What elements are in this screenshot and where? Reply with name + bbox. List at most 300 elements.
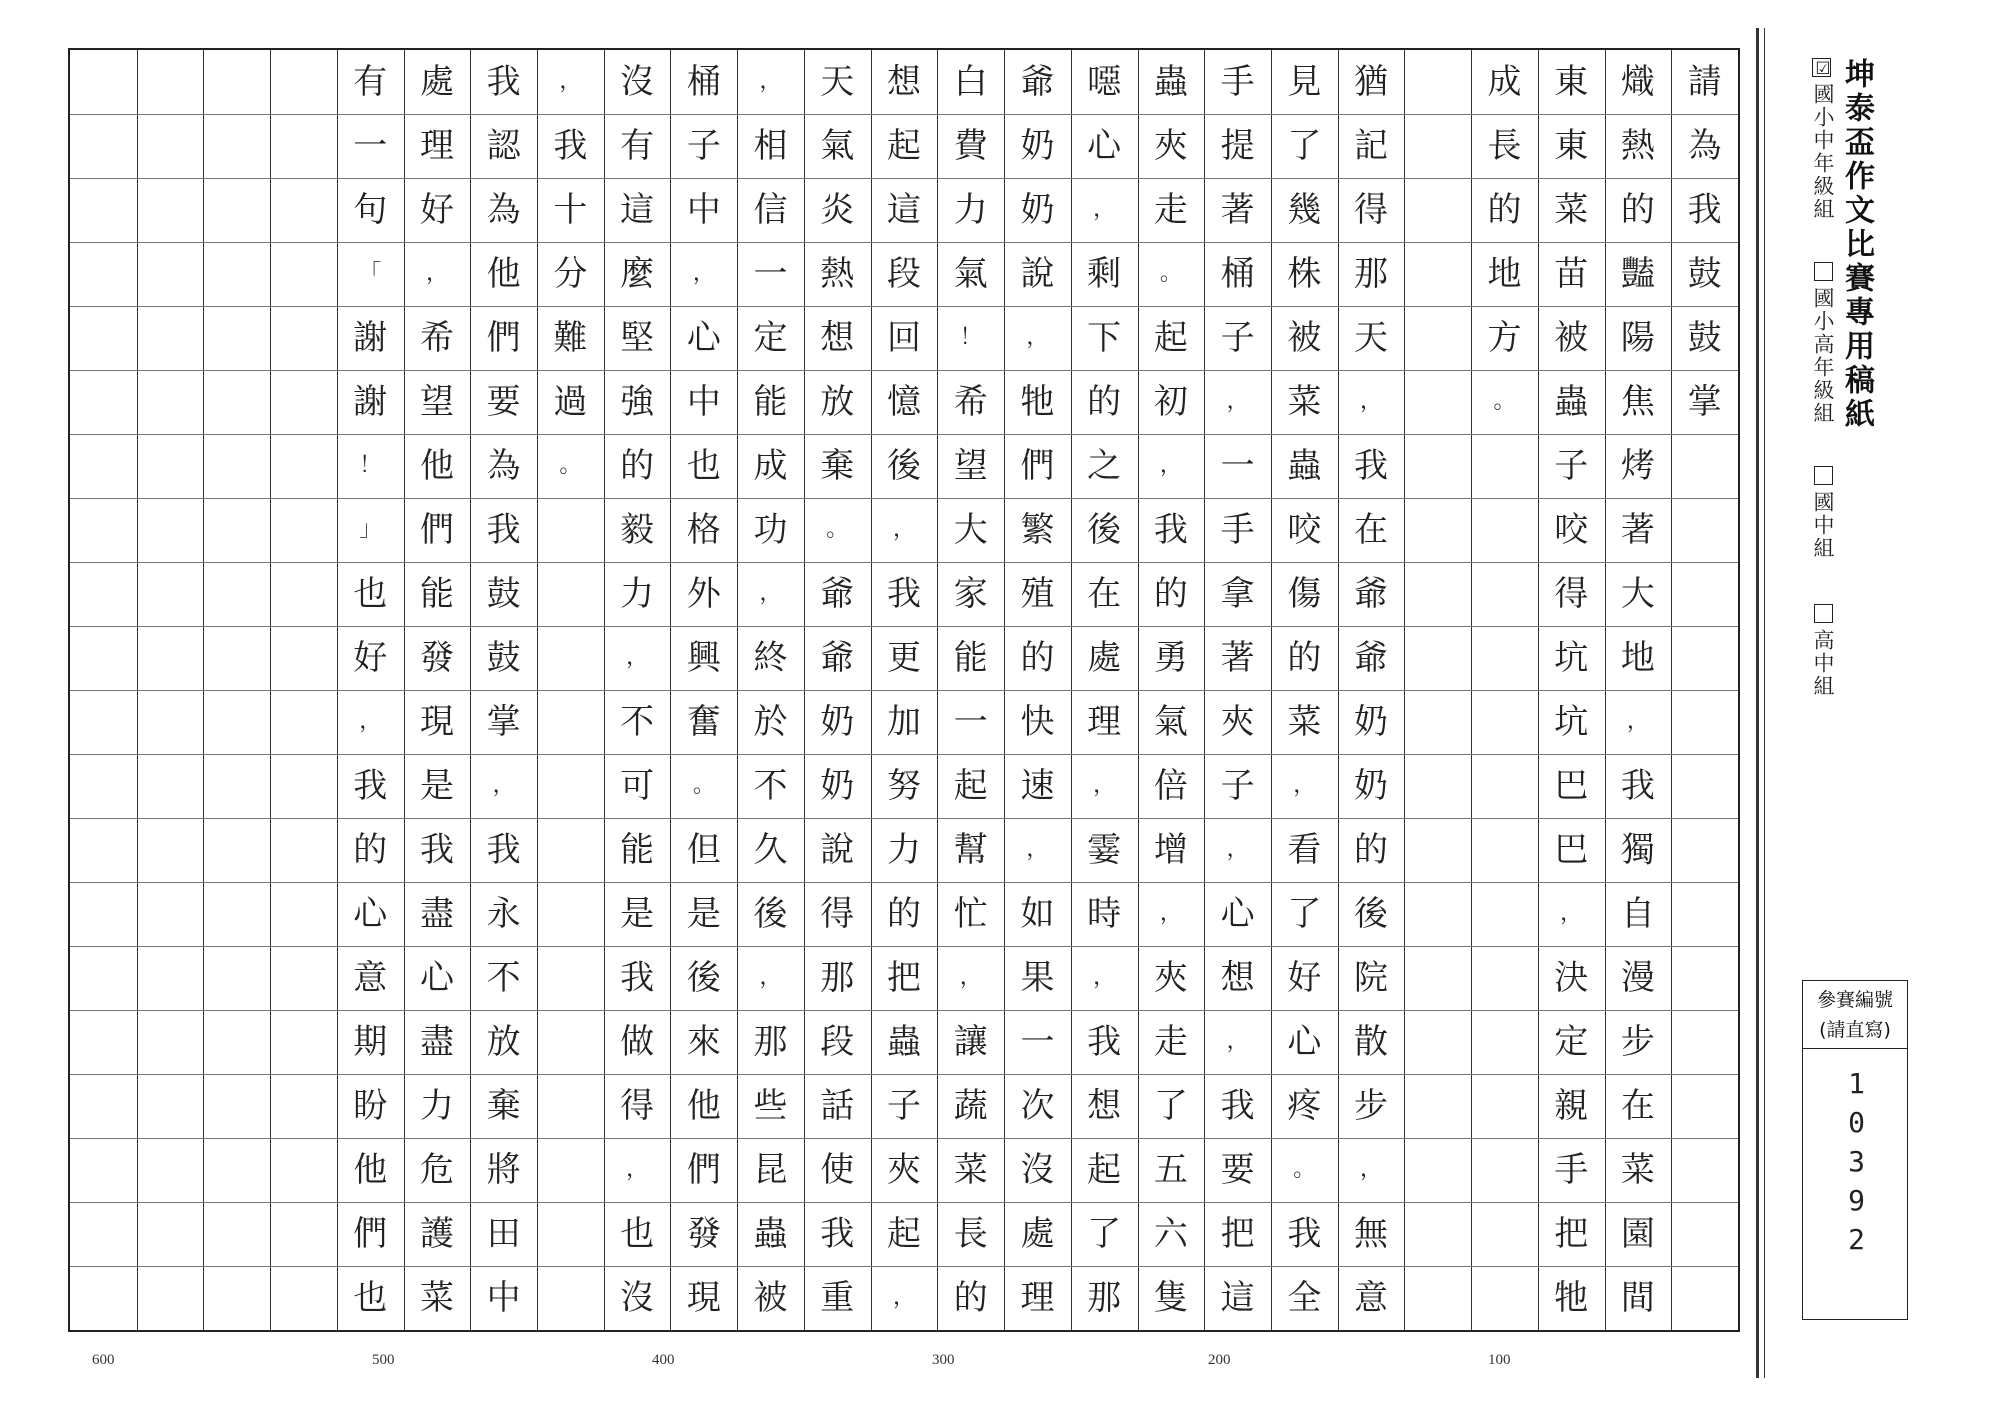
essay-character: 心 [353, 894, 388, 934]
essay-character: 忙 [953, 894, 988, 934]
essay-character: 被 [1554, 318, 1589, 358]
checkbox-unchecked[interactable] [1814, 262, 1833, 281]
essay-character: 爺 [820, 638, 855, 678]
essay-character: 起 [887, 126, 921, 166]
essay-character: 這 [620, 190, 655, 230]
essay-character: 我 [1153, 510, 1188, 550]
essay-character: 被 [753, 1278, 788, 1318]
essay-character: 桶 [1220, 254, 1255, 294]
essay-character: 剩 [1087, 254, 1122, 294]
essay-character: 重 [820, 1278, 855, 1318]
essay-character: 要 [1220, 1150, 1255, 1190]
essay-character: 昆 [753, 1150, 788, 1190]
essay-character: 心 [1287, 1022, 1322, 1062]
essay-character: ， [1293, 773, 1316, 798]
essay-character: 了 [1153, 1086, 1188, 1126]
essay-character: 手 [1220, 510, 1255, 550]
essay-character: 我 [1687, 190, 1722, 230]
essay-character: 猶 [1354, 62, 1389, 102]
essay-character: 的 [1287, 638, 1322, 678]
grid-row-line [70, 882, 1738, 883]
essay-character: 果 [1020, 958, 1055, 998]
essay-character: ， [1093, 197, 1116, 222]
essay-character: 一 [953, 702, 988, 742]
essay-character: 氣 [1153, 702, 1188, 742]
essay-character: 在 [1087, 574, 1122, 614]
essay-character: ， [1159, 453, 1182, 478]
essay-character: 鼓 [486, 638, 521, 678]
grid-row-line [70, 178, 1738, 179]
grid-row-line [70, 1202, 1738, 1203]
essay-character: 不 [753, 766, 788, 806]
essay-character: ， [892, 517, 915, 542]
essay-character: 說 [820, 830, 855, 870]
essay-character: 外 [686, 574, 721, 614]
essay-character: 興 [686, 638, 721, 678]
essay-character: 烤 [1620, 446, 1655, 486]
essay-character: 得 [1354, 190, 1389, 230]
essay-character: 步 [1354, 1086, 1389, 1126]
essay-character: 的 [1487, 190, 1522, 230]
essay-character: 時 [1087, 894, 1122, 934]
essay-character: 奮 [686, 702, 721, 742]
essay-character: ， [692, 261, 715, 286]
essay-character: 自 [1620, 894, 1655, 934]
essay-character: 提 [1220, 126, 1255, 166]
essay-character: 中 [486, 1278, 521, 1318]
essay-character: 沒 [620, 1278, 655, 1318]
essay-character: 期 [353, 1022, 388, 1062]
essay-character: 護 [419, 1214, 454, 1254]
essay-character: 一 [1020, 1022, 1055, 1062]
essay-character: 子 [686, 126, 721, 166]
essay-character: 巴 [1554, 830, 1589, 870]
essay-character: 殖 [1020, 574, 1055, 614]
option-junior-high[interactable] [1808, 466, 1838, 560]
essay-character: 之 [1087, 446, 1122, 486]
essay-character: 。 [692, 773, 715, 798]
essay-character: ， [1226, 389, 1249, 414]
essay-character: 步 [1620, 1022, 1655, 1062]
essay-character: 」 [359, 517, 382, 542]
essay-character: 東 [1554, 126, 1589, 166]
essay-character: 。 [559, 453, 582, 478]
essay-character: ， [892, 1285, 915, 1310]
essay-character: 幫 [953, 830, 988, 870]
essay-character: 我 [820, 1214, 855, 1254]
essay-character: 十 [553, 190, 588, 230]
essay-character: 。 [826, 517, 849, 542]
essay-character: 相 [753, 126, 788, 166]
essay-character: 得 [620, 1086, 655, 1126]
essay-character: 努 [887, 766, 921, 806]
grid-row-line [70, 626, 1738, 627]
essay-character: 「 [359, 261, 382, 286]
essay-character: 家 [953, 574, 988, 614]
essay-character: 起 [1087, 1150, 1122, 1190]
essay-character: 繁 [1020, 510, 1055, 550]
essay-character: 力 [419, 1086, 454, 1126]
essay-character: 處 [1020, 1214, 1055, 1254]
entry-label-line2: (請直寫) [1819, 1019, 1891, 1041]
essay-character: 子 [1220, 766, 1255, 806]
essay-character: 段 [820, 1022, 855, 1062]
grid-row-line [70, 370, 1738, 371]
essay-character: 長 [953, 1214, 988, 1254]
essay-character: 奶 [1354, 702, 1389, 742]
essay-character: 院 [1354, 958, 1389, 998]
essay-character: 想 [820, 318, 855, 358]
essay-character: 定 [1554, 1022, 1589, 1062]
essay-character: 起 [953, 766, 988, 806]
grid-row-line [70, 242, 1738, 243]
essay-character: 心 [1087, 126, 1122, 166]
essay-character: 的 [1020, 638, 1055, 678]
essay-character: 速 [1020, 766, 1055, 806]
essay-character: ， [492, 773, 515, 798]
essay-character: 記 [1354, 126, 1389, 166]
essay-character: 坑 [1554, 638, 1589, 678]
essay-character: 夾 [887, 1150, 921, 1190]
essay-character: 。 [1293, 1157, 1316, 1182]
essay-character: 焦 [1620, 382, 1655, 422]
essay-character: 的 [353, 830, 388, 870]
essay-character: 現 [686, 1278, 721, 1318]
scale-label: 500 [372, 1352, 395, 1368]
essay-character: 熾 [1620, 62, 1655, 102]
essay-character: 段 [887, 254, 921, 294]
essay-character: 為 [486, 446, 521, 486]
essay-character: 走 [1153, 1022, 1188, 1062]
essay-character: 蔬 [953, 1086, 988, 1126]
essay-character: 這 [1220, 1278, 1255, 1318]
essay-character: 後 [686, 958, 721, 998]
essay-character: 想 [1087, 1086, 1122, 1126]
essay-character: ， [1159, 901, 1182, 926]
essay-character: 全 [1287, 1278, 1322, 1318]
essay-character: ， [626, 1157, 649, 1182]
essay-character: 也 [620, 1214, 655, 1254]
essay-character: 漫 [1620, 958, 1655, 998]
essay-character: 大 [1620, 574, 1655, 614]
essay-character: 園 [1620, 1214, 1655, 1254]
essay-character: 於 [753, 702, 788, 742]
essay-character: 格 [686, 510, 721, 550]
essay-character: 株 [1287, 254, 1322, 294]
essay-character: 著 [1220, 190, 1255, 230]
essay-character: 桶 [686, 62, 721, 102]
entry-label-line1: 參賽編號 [1816, 989, 1893, 1011]
checkbox-unchecked[interactable] [1814, 466, 1833, 485]
essay-character: 望 [419, 382, 454, 422]
essay-character: 危 [419, 1150, 454, 1190]
essay-character: 苗 [1554, 254, 1589, 294]
essay-character: 要 [486, 382, 521, 422]
essay-character: 蟲 [1153, 62, 1188, 102]
essay-character: 散 [1354, 1022, 1389, 1062]
essay-character: 過 [553, 382, 588, 422]
essay-character: 永 [486, 894, 521, 934]
essay-character: 五 [1153, 1150, 1188, 1190]
essay-character: 把 [1220, 1214, 1255, 1254]
essay-character: ， [1226, 837, 1249, 862]
essay-character: 有 [620, 126, 655, 166]
essay-character: 親 [1554, 1086, 1589, 1126]
essay-character: 放 [486, 1022, 521, 1062]
essay-character: 們 [353, 1214, 388, 1254]
essay-character: ， [425, 261, 448, 286]
essay-character: 的 [1620, 190, 1655, 230]
essay-character: 拿 [1220, 574, 1255, 614]
essay-character: 認 [486, 126, 521, 166]
essay-character: 處 [1087, 638, 1122, 678]
essay-character: 奶 [1354, 766, 1389, 806]
essay-character: 坑 [1554, 702, 1589, 742]
grid-row-line [70, 562, 1738, 563]
essay-character: 定 [753, 318, 788, 358]
essay-character: 著 [1620, 510, 1655, 550]
essay-character: 可 [620, 766, 655, 806]
essay-character: 牠 [1020, 382, 1055, 422]
essay-character: 他 [486, 254, 521, 294]
essay-character: 奶 [820, 766, 855, 806]
essay-character: 鼓 [1687, 254, 1722, 294]
essay-character: ， [559, 69, 582, 94]
essay-character: ， [1226, 1029, 1249, 1054]
essay-character: 白 [953, 62, 988, 102]
essay-character: 放 [820, 382, 855, 422]
essay-character: 現 [419, 702, 454, 742]
essay-character: 疼 [1287, 1086, 1322, 1126]
essay-character: ， [1026, 325, 1049, 350]
essay-character: 傷 [1287, 574, 1322, 614]
essay-character: 起 [887, 1214, 921, 1254]
essay-character: 起 [1153, 318, 1188, 358]
essay-character: 噁 [1087, 62, 1122, 102]
essay-character: 的 [1087, 382, 1122, 422]
essay-character: 有 [353, 62, 388, 102]
essay-character: 心 [686, 318, 721, 358]
checkbox-unchecked[interactable] [1814, 604, 1833, 623]
margin-rule [1764, 28, 1765, 1378]
essay-character: 棄 [820, 446, 855, 486]
essay-character: 地 [1620, 638, 1655, 678]
essay-character: ， [759, 69, 782, 94]
essay-character: 是 [620, 894, 655, 934]
scale-label: 600 [92, 1352, 115, 1368]
grid-row-line [70, 1138, 1738, 1139]
essay-character: 強 [620, 382, 655, 422]
essay-character: 。 [1159, 261, 1182, 286]
essay-character: ， [1360, 1157, 1383, 1182]
option-grade-upper-elementary[interactable] [1808, 262, 1838, 425]
essay-character: 我 [353, 766, 388, 806]
grid-row-line [70, 1266, 1738, 1267]
essay-character: 意 [353, 958, 388, 998]
essay-character: 夾 [1220, 702, 1255, 742]
manuscript-grid [68, 48, 1740, 1332]
essay-character: 牠 [1554, 1278, 1589, 1318]
essay-character: 是 [686, 894, 721, 934]
essay-character: 沒 [1020, 1150, 1055, 1190]
essay-character: 霎 [1087, 830, 1122, 870]
essay-character: ， [1560, 901, 1583, 926]
grid-row-line [70, 1010, 1738, 1011]
essay-character: ， [626, 645, 649, 670]
essay-character: 麼 [620, 254, 655, 294]
essay-character: 菜 [1554, 190, 1589, 230]
option-senior-high[interactable] [1808, 604, 1838, 698]
essay-character: 堅 [620, 318, 655, 358]
essay-character: ， [759, 581, 782, 606]
option-label: 國小中年級組 [1811, 83, 1835, 221]
option-label: 國小高年級組 [1811, 287, 1835, 425]
essay-character: 夾 [1153, 958, 1188, 998]
essay-character: 做 [620, 1022, 655, 1062]
essay-character: 了 [1087, 1214, 1122, 1254]
essay-character: 天 [820, 62, 855, 102]
essay-character: 氣 [953, 254, 988, 294]
essay-character: 了 [1287, 894, 1322, 934]
essay-character: 不 [620, 702, 655, 742]
essay-character: 謝 [353, 318, 388, 358]
essay-character: 他 [419, 446, 454, 486]
essay-character: 的 [1354, 830, 1389, 870]
essay-character: 在 [1354, 510, 1389, 550]
essay-character: 後 [887, 446, 921, 486]
essay-character: 分 [553, 254, 588, 294]
essay-character: 來 [686, 1022, 721, 1062]
essay-character: 見 [1287, 62, 1322, 102]
entry-number-box [1802, 980, 1908, 1320]
essay-character: 希 [419, 318, 454, 358]
essay-character: 中 [686, 382, 721, 422]
option-label: 高中組 [1811, 629, 1835, 698]
essay-character: ， [1360, 389, 1383, 414]
option-grade-middle-elementary[interactable] [1808, 58, 1838, 221]
scale-label: 200 [1208, 1352, 1231, 1368]
essay-character: 力 [620, 574, 655, 614]
essay-character: 他 [353, 1150, 388, 1190]
essay-character: 蟲 [753, 1214, 788, 1254]
essay-character: ， [359, 709, 382, 734]
essay-character: 這 [887, 190, 921, 230]
essay-character: 們 [1020, 446, 1055, 486]
essay-character: 爺 [820, 574, 855, 614]
essay-character: 能 [419, 574, 454, 614]
essay-character: 菜 [1287, 382, 1322, 422]
essay-character: 鼓 [486, 574, 521, 614]
essay-character: ， [1093, 773, 1116, 798]
essay-character: 長 [1487, 126, 1522, 166]
essay-character: 奶 [1020, 126, 1055, 166]
essay-character: 也 [353, 1278, 388, 1318]
essay-character: 了 [1287, 126, 1322, 166]
grid-row-line [70, 754, 1738, 755]
essay-character: 能 [620, 830, 655, 870]
essay-character: 沒 [620, 62, 655, 102]
checkbox-checked[interactable]: ☑ [1813, 59, 1833, 81]
essay-character: 天 [1354, 318, 1389, 358]
essay-character: 後 [1087, 510, 1122, 550]
essay-character: 那 [1354, 254, 1389, 294]
essay-character: 蟲 [887, 1022, 921, 1062]
essay-character: 東 [1554, 62, 1589, 102]
essay-character: 次 [1020, 1086, 1055, 1126]
essay-character: 決 [1554, 958, 1589, 998]
essay-character: 處 [419, 62, 454, 102]
margin-rule [1756, 28, 1759, 1378]
essay-character: 我 [1354, 446, 1389, 486]
essay-character: 的 [887, 894, 921, 934]
essay-character: 意 [1354, 1278, 1389, 1318]
essay-character: 回 [887, 318, 921, 358]
essay-character: 信 [753, 190, 788, 230]
essay-character: 希 [953, 382, 988, 422]
essay-character: 在 [1620, 1086, 1655, 1126]
essay-character: 力 [887, 830, 921, 870]
essay-character: 夾 [1153, 126, 1188, 166]
essay-character: 手 [1554, 1150, 1589, 1190]
essay-character: 的 [620, 446, 655, 486]
essay-character: 大 [953, 510, 988, 550]
entry-number: 10392 [1840, 1067, 1873, 1262]
essay-character: 蟲 [1554, 382, 1589, 422]
essay-character: 我 [486, 830, 521, 870]
essay-character: ， [1026, 837, 1049, 862]
essay-character: 一 [353, 126, 388, 166]
essay-character: 子 [1220, 318, 1255, 358]
essay-character: 我 [1287, 1214, 1322, 1254]
essay-character: 他 [686, 1086, 721, 1126]
essay-character: 能 [953, 638, 988, 678]
essay-character: 熱 [820, 254, 855, 294]
essay-character: 謝 [353, 382, 388, 422]
essay-character: 子 [1554, 446, 1589, 486]
essay-character: 蟲 [1287, 446, 1322, 486]
essay-character: 能 [753, 382, 788, 422]
essay-character: 我 [419, 830, 454, 870]
scale-label: 100 [1488, 1352, 1511, 1368]
essay-character: 一 [1220, 446, 1255, 486]
essay-character: 炎 [820, 190, 855, 230]
essay-character: 那 [1087, 1278, 1122, 1318]
essay-character: 成 [1487, 62, 1522, 102]
essay-character: 勇 [1153, 638, 1188, 678]
essay-character: 們 [486, 318, 521, 358]
essay-character: 的 [953, 1278, 988, 1318]
essay-character: 加 [887, 702, 921, 742]
essay-character: 掌 [486, 702, 521, 742]
essay-character: ， [1093, 965, 1116, 990]
essay-character: 後 [753, 894, 788, 934]
scale-label: 300 [932, 1352, 955, 1368]
essay-character: ！ [959, 325, 982, 350]
essay-character: 下 [1087, 318, 1122, 358]
essay-character: 倍 [1153, 766, 1188, 806]
scale-label: 400 [652, 1352, 675, 1368]
essay-character: ， [959, 965, 982, 990]
form-title: 坤泰盃作文比賽專用稿紙 [1839, 58, 1874, 432]
essay-character: 陽 [1620, 318, 1655, 358]
essay-character: 成 [753, 446, 788, 486]
entry-number-label [1803, 981, 1907, 1049]
essay-character: 。 [1493, 389, 1516, 414]
grid-row-line [70, 946, 1738, 947]
grid-row-line [70, 434, 1738, 435]
essay-character: 菜 [1287, 702, 1322, 742]
essay-character: 理 [419, 126, 454, 166]
